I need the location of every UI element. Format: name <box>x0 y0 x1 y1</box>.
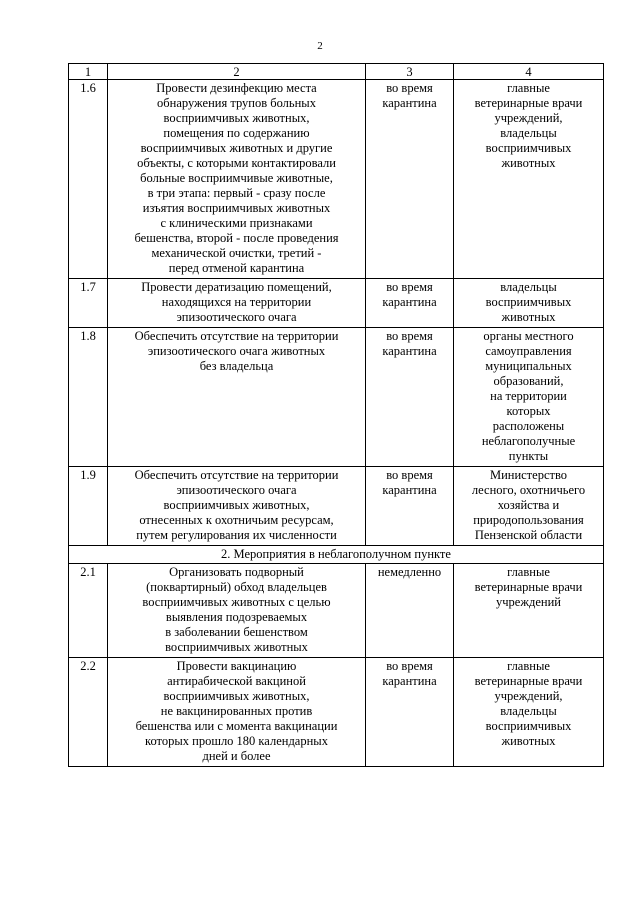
table-row <box>69 658 604 767</box>
page-number: 2 <box>317 40 323 52</box>
row-action: Провести дезинфекцию места обнаружения трупов больных восприимчивых животных, помещения по содержанию восприимчивых животных и другие объекты, с которыми контактировали больные восприимчивые животные, в три этапа: первый - сразу после изъятия восприимчивых животных с клиническими признаками бешенства, второй - после проведения механической очистки, третий - перед отменой карантина <box>108 80 366 279</box>
row-number: 1.7 <box>69 279 108 328</box>
row-responsible: органы местного самоуправления муниципальных образований, на территории которых расположены неблагополучные пункты <box>454 328 604 467</box>
row-action: Провести вакцинацию антирабической вакциной восприимчивых животных, не вакцинированных против бешенства или с момента вакцинации которых прошло 180 календарных дней и более <box>108 658 366 767</box>
row-action: Организовать подворный (поквартирный) обход владельцев восприимчивых животных с целью выявления подозреваемых в заболевании бешенством восприимчивых животных <box>108 564 366 658</box>
row-responsible: Министерство лесного, охотничьего хозяйства и природопользования Пензенской области <box>454 467 604 546</box>
row-responsible: главные ветеринарные врачи учреждений <box>454 564 604 658</box>
row-term: во время карантина <box>366 80 454 279</box>
table-row <box>69 279 604 328</box>
table-row <box>69 564 604 658</box>
row-action: Провести дератизацию помещений, находящихся на территории эпизоотического очага <box>108 279 366 328</box>
row-action: Обеспечить отсутствие на территории эпизоотического очага животных без владельца <box>108 328 366 467</box>
row-number: 1.6 <box>69 80 108 279</box>
table-row <box>69 328 604 467</box>
row-responsible: главные ветеринарные врачи учреждений, владельцы восприимчивых животных <box>454 658 604 767</box>
table-header-row <box>69 64 604 80</box>
row-term: во время карантина <box>366 328 454 467</box>
row-number: 1.9 <box>69 467 108 546</box>
row-term: во время карантина <box>366 279 454 328</box>
row-term: во время карантина <box>366 467 454 546</box>
row-number: 2.2 <box>69 658 108 767</box>
table-row <box>69 467 604 546</box>
column-header: 4 <box>454 64 604 80</box>
row-action: Обеспечить отсутствие на территории эпизоотического очага восприимчивых животных, отнесенных к охотничьим ресурсам, путем регулирования их численности <box>108 467 366 546</box>
row-responsible: главные ветеринарные врачи учреждений, владельцы восприимчивых животных <box>454 80 604 279</box>
column-header: 3 <box>366 64 454 80</box>
row-responsible: владельцы восприимчивых животных <box>454 279 604 328</box>
measures-table <box>68 63 604 767</box>
section-title: 2. Мероприятия в неблагополучном пункте <box>69 546 604 564</box>
row-number: 1.8 <box>69 328 108 467</box>
row-term: во время карантина <box>366 658 454 767</box>
column-header: 1 <box>69 64 108 80</box>
section-row <box>69 546 604 564</box>
row-term: немедленно <box>366 564 454 658</box>
row-number: 2.1 <box>69 564 108 658</box>
table-row <box>69 80 604 279</box>
column-header: 2 <box>108 64 366 80</box>
